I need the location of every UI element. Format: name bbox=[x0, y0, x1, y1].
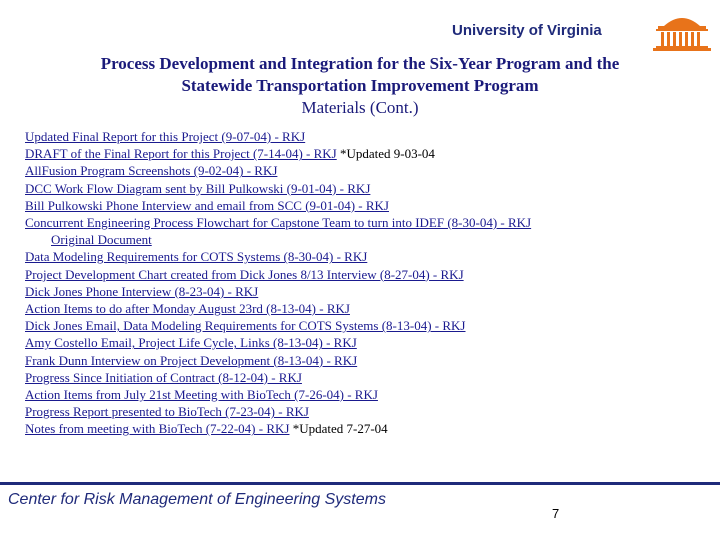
list-item bbox=[25, 162, 705, 179]
list-item bbox=[25, 300, 705, 317]
material-link[interactable]: Dick Jones Email, Data Modeling Requirements for COTS Systems (8-13-04) - RKJ bbox=[25, 318, 466, 334]
footer-center-name: Center for Risk Management of Engineering Systems bbox=[8, 491, 386, 508]
list-item bbox=[25, 283, 705, 300]
material-link[interactable]: Project Development Chart created from Dick Jones 8/13 Interview (8-27-04) - RKJ bbox=[25, 266, 464, 282]
material-link[interactable]: AllFusion Program Screenshots (9-02-04) - RKJ bbox=[25, 163, 278, 179]
material-link[interactable]: Amy Costello Email, Project Life Cycle, Links (8-13-04) - RKJ bbox=[25, 335, 357, 351]
list-item bbox=[25, 197, 705, 214]
material-link[interactable]: Frank Dunn Interview on Project Development (8-13-04) - RKJ bbox=[25, 352, 358, 368]
list-item bbox=[25, 145, 705, 162]
page-number: 7 bbox=[552, 506, 560, 521]
list-item bbox=[25, 180, 705, 197]
material-link[interactable]: Progress Report presented to BioTech (7-23-04) - RKJ bbox=[25, 404, 309, 420]
material-link[interactable]: Notes from meeting with BioTech (7-22-04) - RKJ bbox=[25, 421, 290, 437]
title-line-3: Materials (Cont.) bbox=[301, 98, 419, 117]
material-link[interactable]: Action Items from July 21st Meeting with BioTech (7-26-04) - RKJ bbox=[25, 387, 378, 403]
material-link[interactable]: Updated Final Report for this Project (9-07-04) - RKJ bbox=[25, 129, 306, 144]
material-link[interactable]: Action Items to do after Monday August 23rd (8-13-04) - RKJ bbox=[25, 301, 350, 317]
list-item bbox=[25, 403, 705, 420]
list-item bbox=[25, 352, 705, 369]
list-item bbox=[25, 386, 705, 403]
list-item bbox=[25, 317, 705, 334]
material-link[interactable]: Bill Pulkowski Phone Interview and email from SCC (9-01-04) - RKJ bbox=[25, 197, 389, 213]
rotunda-logo-icon bbox=[652, 8, 712, 54]
list-item bbox=[25, 128, 705, 145]
title-line-1: Process Development and Integration for the Six-Year Program and the bbox=[100, 54, 620, 73]
list-item bbox=[25, 420, 705, 437]
slide-title bbox=[20, 53, 700, 119]
material-link[interactable]: DRAFT of the Final Report for this Project (7-14-04) - RKJ bbox=[25, 146, 337, 162]
list-item bbox=[25, 369, 705, 386]
update-note: *Updated 7-27-04 bbox=[289, 421, 388, 437]
material-link[interactable]: DCC Work Flow Diagram sent by Bill Pulkowski (9-01-04) - RKJ bbox=[25, 180, 371, 196]
university-name: University of Virginia bbox=[452, 22, 602, 39]
material-link[interactable]: Dick Jones Phone Interview (8-23-04) - RKJ bbox=[25, 283, 259, 299]
list-item bbox=[25, 248, 705, 265]
material-link[interactable]: Concurrent Engineering Process Flowchart for Capstone Team to turn into IDEF (8-30-04) - RKJ bbox=[25, 215, 532, 231]
list-item bbox=[25, 334, 705, 351]
materials-link-list bbox=[25, 128, 705, 438]
list-item bbox=[25, 231, 705, 248]
material-link[interactable]: Data Modeling Requirements for COTS Systems (8-30-04) - RKJ bbox=[25, 249, 368, 265]
title-line-2: Statewide Transportation Improvement Program bbox=[181, 76, 539, 95]
material-link[interactable]: Progress Since Initiation of Contract (8-12-04) - RKJ bbox=[25, 369, 302, 385]
material-link[interactable]: Original Document bbox=[51, 232, 152, 248]
list-item bbox=[25, 266, 705, 283]
list-item bbox=[25, 214, 705, 231]
update-note: *Updated 9-03-04 bbox=[336, 146, 435, 162]
footer-divider bbox=[0, 482, 720, 485]
